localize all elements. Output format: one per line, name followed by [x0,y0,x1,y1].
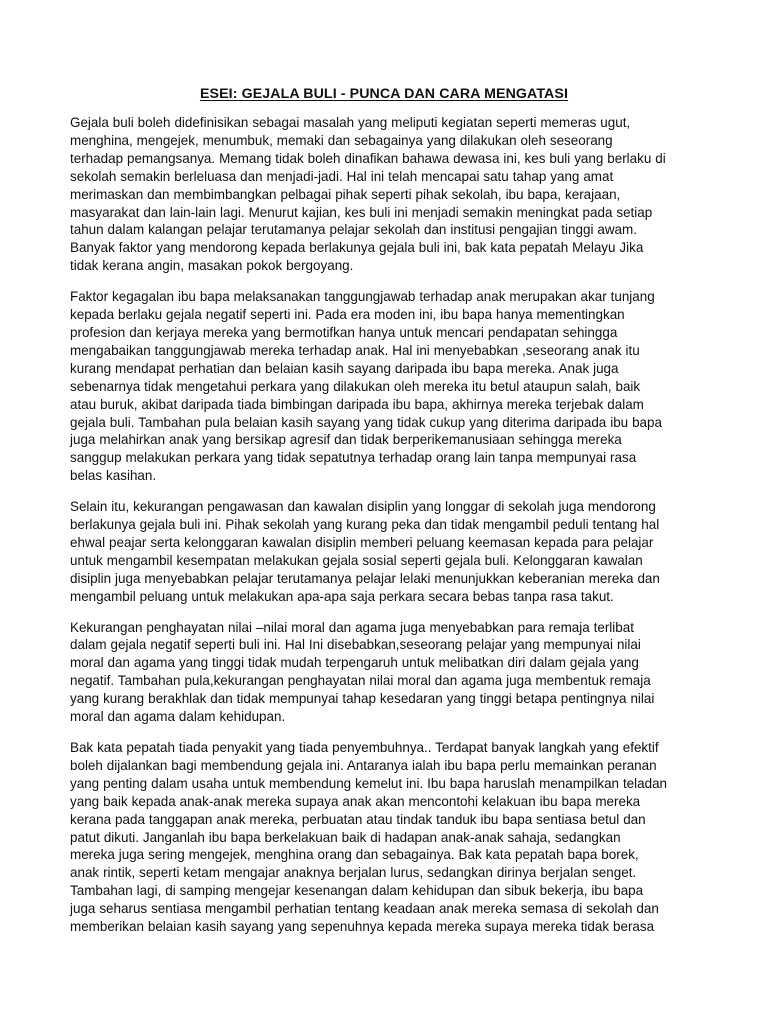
text-line: kepada berlaku gejala negatif seperti ini. Pada era moden ini, ibu bapa hanya mementingkan [70,307,625,323]
text-line: gejala buli. Tambahan pula belaian kasih sayang yang tidak cukup yang diterima daripada ibu bapa [70,414,662,430]
text-line: untuk mengambil kesempatan melakukan gejala sosial seperti gejala buli. Kelonggaran kawalan [70,552,643,568]
text-line: mereka juga sering mengejek, menghina orang dan sebagainya. Bak kata pepatah bapa borek, [70,847,639,863]
text-line: Bak kata pepatah tiada penyakit yang tiada penyembuhnya.. Terdapat banyak langkah yang efektif [70,740,659,755]
text-line: masyarakat dan lain-lain lagi. Menurut kajian, kes buli ini menjadi semakin meningkat pada setiap [70,204,653,220]
text-line: tahun dalam kalangan pelajar terutamanya pelajar sekolah dan institusi pengajian tinggi awam. [70,222,637,238]
text-line: menghina, mengejek, menumbuk, memaki dan sebagainya yang dilakukan oleh seseorang [70,132,613,148]
text-line: patut dikuti. Janganlah ibu bapa berkelakuan baik di hadapan anak-anak sahaja, sedangkan [70,829,621,845]
text-line: moral dan agama yang tinggi tidak mudah terpengaruh untuk melibatkan diri dalam gejala yang [70,655,639,671]
text-line: mengambil peluang untuk melakukan apa-apa saja perkara secara bebas tanpa rasa takut. [70,588,614,604]
text-line: berlakunya gejala buli ini. Pihak sekolah yang kurang peka dan tidak mengambil peduli tentang hal [70,517,660,533]
text-line: boleh dijalankan bagi membendung gejala ini. Antaranya ialah ibu bapa perlu memainkan peranan [70,757,657,773]
text-line: mengabaikan tanggungjawab mereka terhadap anak. Hal ini menyebabkan ,seseorang anak itu [70,342,640,358]
text-line: Faktor kegagalan ibu bapa melaksanakan tanggungjawab terhadap anak merupakan akar tunjang [70,289,655,305]
text-line: kurang mendapat perhatian dan belaian kasih sayang daripada ibu bapa mereka. Anak juga [70,360,619,376]
text-line: kerana pada tanggapan anak mereka, perbuatan atau tindak tanduk ibu bapa sentiasa betul dan [70,811,646,827]
text-line: sekolah semakin berleluasa dan menjadi-jadi. Hal ini telah mencapai satu tahap yang amat [70,168,614,184]
text-line: merimaskan dan membimbangkan pelbagai pihak seperti pihak sekolah, ibu bapa, kerajaan, [70,186,621,202]
text-line: moral dan agama dalam kehidupan. [70,709,286,725]
text-line: disiplin juga menyebabkan pelajar terutamanya pelajar lelaki menunjukkan keberanian mereka dan [70,570,660,586]
text-line: Kekurangan penghayatan nilai –nilai moral dan agama juga menyebabkan para remaja terlibat [70,619,634,635]
text-line: Tambahan lagi, di samping mengejar kesenangan dalam kehidupan dan sibuk bekerja, ibu bapa [70,883,644,899]
paragraph-5 [70,739,698,936]
text-line: sebenarnya tidak mengetahui perkara yang dilakukan oleh mereka itu betul ataupun salah, baik [70,378,641,394]
text-line: negatif. Tambahan pula,kekurangan penghayatan nilai moral dan agama juga membentuk remaja [70,673,651,689]
paragraph-2 [70,288,698,485]
paragraph-4 [70,619,698,726]
text-line: terhadap pemangsanya. Memang tidak boleh dinafikan bahawa dewasa ini, kes buli yang berlaku di [70,150,666,166]
text-line: profesion dan kerjaya mereka yang bermotifkan hanya untuk mencari pendapatan sehingga [70,324,618,340]
paragraph-1 [70,114,698,275]
text-line: Banyak faktor yang mendorong kepada berlakunya gejala buli ini, bak kata pepatah Melayu Jika [70,240,644,256]
text-line: Selain itu, kekurangan pengawasan dan kawalan disiplin yang longgar di sekolah juga mendorong [70,499,656,515]
text-line: atau buruk, akibat daripada tiada bimbingan daripada ibu bapa, akhirnya mereka terjebak dalam [70,396,644,412]
text-line: Gejala buli boleh didefinisikan sebagai masalah yang meliputi kegiatan seperti memeras ugut, [70,115,631,130]
text-line: juga melahirkan anak yang bersikap agresif dan tidak berperikemanusiaan sehingga mereka [70,432,622,448]
essay-title: ESEI: GEJALA BULI - PUNCA DAN CARA MENGATASI [199,86,569,102]
document-page [70,86,698,949]
text-line: belas kasihan. [70,468,157,484]
text-line: dalam gejala negatif seperti buli ini. Hal Ini disebabkan,seseorang pelajar yang mempunyai nilai [70,637,641,653]
text-line: ehwal peajar serta kelonggaran kawalan disiplin memberi peluang keemasan kepada para pelajar [70,534,654,550]
paragraph-3 [70,498,698,605]
text-line: juga seharus sentiasa mengambil perhatian tentang keadaan anak mereka semasa di sekolah dan [70,901,659,917]
text-line: anak rintik, seperti ketam mengajar anaknya berjalan lurus, sedangkan dirinya berjalan senget. [70,865,637,881]
text-line: yang kurang berakhlak dan tidak mempunyai tahap kesedaran yang tinggi betapa pentingnya nilai [70,691,655,707]
text-line: memberikan belaian kasih sayang yang sepenuhnya kepada mereka supaya mereka tidak berasa [70,919,655,935]
text-line: yang baik kepada anak-anak mereka supaya anak akan mencontohi kelakuan ibu bapa mereka [70,793,641,809]
text-line: tidak kerana angin, masakan pokok bergoyang. [70,258,354,274]
text-line: sanggup melakukan perkara yang tidak sepatutnya terhadap orang lain tanpa mempunyai rasa [70,450,637,466]
text-line: yang penting dalam usaha untuk membendung kemelut ini. Ibu bapa haruslah menampilkan teladan [70,775,668,791]
